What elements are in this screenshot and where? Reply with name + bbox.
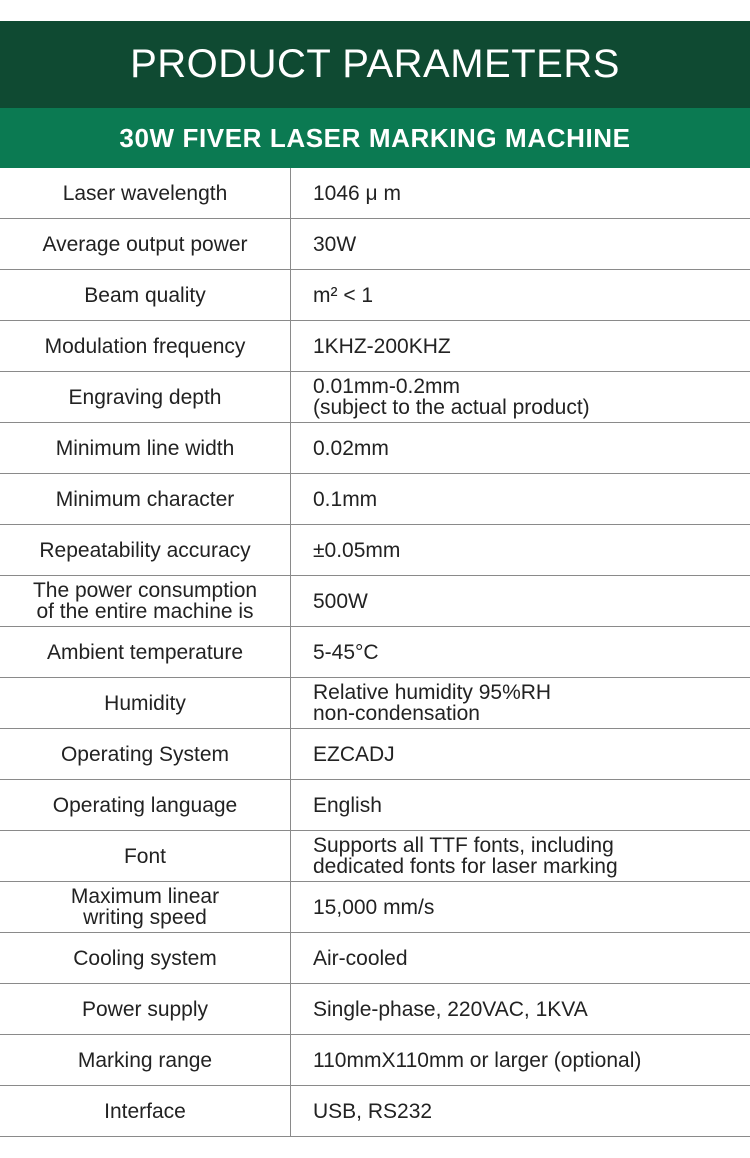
param-value: 0.02mm: [291, 423, 750, 474]
param-value: 1046 μ m: [291, 168, 750, 219]
table-row: [0, 729, 750, 780]
table-row: [0, 627, 750, 678]
param-value: m² < 1: [291, 270, 750, 321]
param-name: Repeatability accuracy: [0, 525, 291, 576]
table-row: [0, 831, 750, 882]
param-value: English: [291, 780, 750, 831]
table-row: [0, 474, 750, 525]
table-row: [0, 321, 750, 372]
param-name: Interface: [0, 1086, 291, 1137]
spec-table: [0, 168, 750, 1137]
param-value: 110mmX110mm or larger (optional): [291, 1035, 750, 1086]
table-row: [0, 270, 750, 321]
product-name: 30W FIVER LASER MARKING MACHINE: [119, 122, 631, 153]
param-value: 30W: [291, 219, 750, 270]
param-value: EZCADJ: [291, 729, 750, 780]
param-value: 0.01mm-0.2mm (subject to the actual product): [291, 372, 750, 423]
param-value: 5-45°C: [291, 627, 750, 678]
page-title: PRODUCT PARAMETERS: [130, 42, 620, 86]
table-row: [0, 372, 750, 423]
param-value: 500W: [291, 576, 750, 627]
table-row: [0, 882, 750, 933]
table-row: [0, 576, 750, 627]
param-name: Minimum character: [0, 474, 291, 525]
table-row: [0, 423, 750, 474]
table-row: [0, 219, 750, 270]
table-row: [0, 1086, 750, 1137]
param-value: 0.1mm: [291, 474, 750, 525]
table-row: [0, 168, 750, 219]
param-name: Marking range: [0, 1035, 291, 1086]
param-name: Minimum line width: [0, 423, 291, 474]
param-value: 1KHZ-200KHZ: [291, 321, 750, 372]
param-value: Relative humidity 95%RH non-condensation: [291, 678, 750, 729]
param-name: Power supply: [0, 984, 291, 1035]
param-name: Operating language: [0, 780, 291, 831]
param-value: Single-phase, 220VAC, 1KVA: [291, 984, 750, 1035]
param-name: Laser wavelength: [0, 168, 291, 219]
param-name: Humidity: [0, 678, 291, 729]
page-title-banner: [0, 21, 750, 108]
param-name: Engraving depth: [0, 372, 291, 423]
param-value: 15,000 mm/s: [291, 882, 750, 933]
spec-table-body: [0, 168, 750, 1137]
param-value: Air-cooled: [291, 933, 750, 984]
table-row: [0, 933, 750, 984]
param-name: Average output power: [0, 219, 291, 270]
param-name: Operating System: [0, 729, 291, 780]
table-row: [0, 525, 750, 576]
param-name: Modulation frequency: [0, 321, 291, 372]
table-row: [0, 780, 750, 831]
product-name-banner: [0, 108, 750, 168]
table-row: [0, 678, 750, 729]
param-value: Supports all TTF fonts, including dedicated fonts for laser marking: [291, 831, 750, 882]
table-row: [0, 984, 750, 1035]
param-name: Ambient temperature: [0, 627, 291, 678]
table-row: [0, 1035, 750, 1086]
param-name: Cooling system: [0, 933, 291, 984]
param-name: The power consumption of the entire machine is: [0, 576, 291, 627]
param-name: Font: [0, 831, 291, 882]
param-value: USB, RS232: [291, 1086, 750, 1137]
param-name: Maximum linear writing speed: [0, 882, 291, 933]
param-value: ±0.05mm: [291, 525, 750, 576]
param-name: Beam quality: [0, 270, 291, 321]
